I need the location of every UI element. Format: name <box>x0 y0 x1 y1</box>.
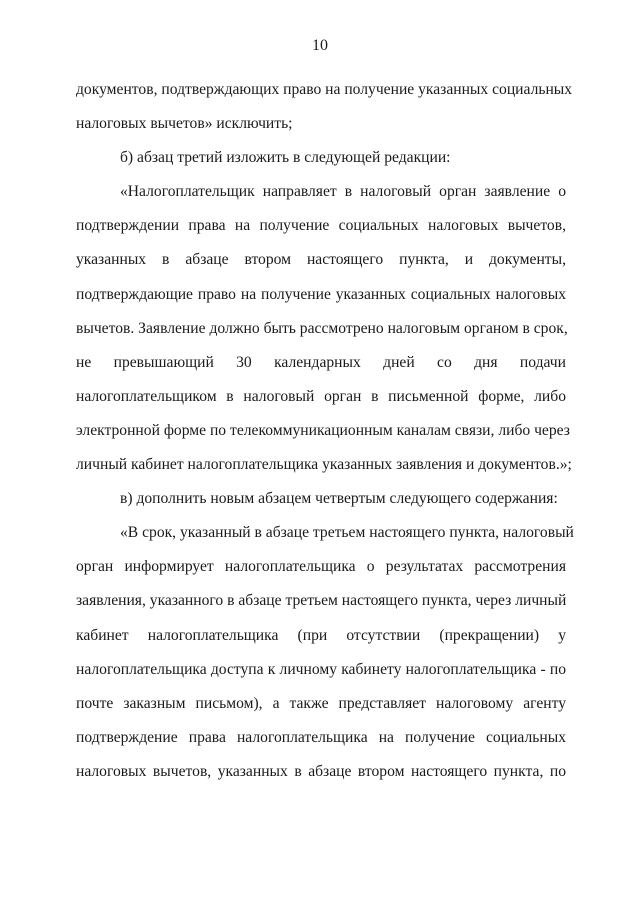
text-line: подтверждении права на получение социальных налоговых вычетов, <box>76 217 566 235</box>
text-line: почте заказным письмом), а также представляет налоговому агенту <box>76 694 566 712</box>
text-line: подтверждение права налогоплательщика на получение социальных <box>76 728 566 746</box>
text-line: налоговых вычетов» исключить; <box>76 115 293 133</box>
text-line: «В срок, указанный в абзаце третьем настоящего пункта, налоговый <box>120 524 574 542</box>
text-line: б) абзац третий изложить в следующей редакции: <box>120 149 451 167</box>
text-line: вычетов. Заявление должно быть рассмотрено налоговым органом в срок, <box>76 319 568 337</box>
text-line: указанных в абзаце втором настоящего пункта, и документы, <box>76 251 566 269</box>
text-line: в) дополнить новым абзацем четвертым следующего содержания: <box>120 490 558 508</box>
page-number: 10 <box>312 37 328 54</box>
text-line: заявления, указанного в абзаце третьем настоящего пункта, через личный <box>76 592 567 610</box>
text-line: личный кабинет налогоплательщика указанных заявления и документов.»; <box>76 456 572 474</box>
text-line: налогоплательщиком в налоговый орган в письменной форме, либо <box>76 387 566 405</box>
document-body <box>76 73 574 789</box>
text-line: кабинет налогоплательщика (при отсутствии (прекращении) у <box>76 626 566 644</box>
text-line: электронной форме по телекоммуникационным каналам связи, либо через <box>76 421 570 439</box>
text-line: документов, подтверждающих право на получение указанных социальных <box>76 81 573 98</box>
text-line: орган информирует налогоплательщика о результатах рассмотрения <box>76 558 566 576</box>
text-line: налоговых вычетов, указанных в абзаце втором настоящего пункта, по <box>76 762 566 780</box>
text-line: «Налогоплательщик направляет в налоговый орган заявление о <box>120 183 566 201</box>
text-line: подтверждающие право на получение указанных социальных налоговых <box>76 285 566 303</box>
text-line: не превышающий 30 календарных дней со дня подачи <box>76 353 566 371</box>
text-line: налогоплательщика доступа к личному кабинету налогоплательщика - по <box>76 660 566 678</box>
